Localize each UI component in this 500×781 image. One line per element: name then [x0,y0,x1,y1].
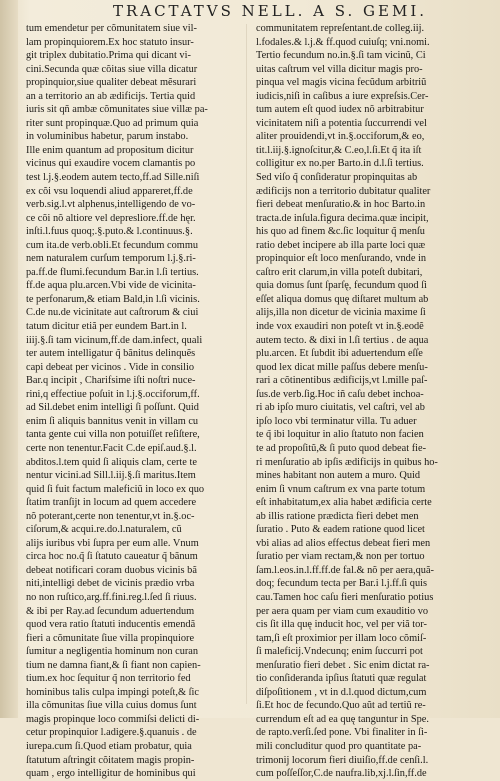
page-gutter-shadow [0,0,18,718]
right-column-text-line: trimonij locorum fieri diuiſio,ff.de cenſi.l. [256,754,429,766]
right-column-text-line: te ad propoſitũ,& ſi puto quod debeat fie- [256,442,427,454]
left-column-text-line: nem naturalem curſum temporum l.j.§.ri- [26,253,196,265]
right-column-text-line: uitas caſtrum vel villa dicitur magis pro- [256,63,423,75]
right-column-text-line: tum autem eſt quod iudex nõ arbitrabitur [256,104,424,116]
right-column-text-line: doq; fecundum tecta per Bar.i l.j.ff.ſi quis [256,578,428,590]
right-column-text-line: aliter prouidendi,vt in.§.occiforum,& eo, [256,131,425,143]
left-column-text-line: ter autem intelligatur q̃ bãnitus delinquẽs [26,348,196,360]
left-column-text-line: pa.ff.de flumi.fecundum Bar.in l.ſi tertius. [26,266,199,278]
left-column-text-line: cum ita.de verb.obli.Et fecundum commu [26,239,199,251]
right-column-text-line: mili concluditur quod pro quantitate pa- [256,740,422,752]
right-column-text-line: alijs,illa non dicetur de vicinia maxime ſi [256,307,426,319]
left-column-text-line: ſtatim tranſijt in locum ad quem accedere [26,497,197,509]
left-column-text-line: nentur vicini.ad Sill.l.iij.§.ſi maritus.Item [26,470,196,482]
left-column-text-line: iuris sit qñ ambæ cõmunitates siue villæ pa- [26,104,208,116]
left-column-text-line: certe non tenentur.Facit C.de epiſ.aud.§.l. [26,442,197,454]
left-column-text-line: illa cõmunitas ſiue villa cuius domus ſunt [26,700,197,712]
left-column-text-line: abditos.l.tem quid ſi aliquis clam, certe te [26,456,197,468]
right-column-text-line: tio conſideranda ipſius ſtatuti quæ regulat [256,673,427,685]
left-column-text-line: hominibus talis culpa impingi poteſt,& ſic [26,686,199,698]
left-column-text-line: C.de nu.de vicinitate aut caſtrorum & ciui [26,307,199,319]
right-column-text-line: per aera quam per viam cum exauditio vo [256,605,429,617]
right-column-text-line: quia domus ſunt ſparſę, fecundum quod ſi [256,280,427,292]
right-column-text-line: ab illis ratione prædicta fieri debet men [256,510,419,522]
right-column-text-line: inde vox exaudiri non poteſt vt in.§.eodẽ [256,321,424,333]
left-column-text-line: quid ſi fuit factum maleficiũ in loco ex quo [26,483,205,495]
left-column-text-line: iiij.§.ſi tam vicinum,ff.de dam.infect, quali [26,334,203,346]
left-text-column [26,22,240,781]
right-column-text-line: eſt inhabitatum,ex alia habet ædificia certe [256,497,432,509]
right-column-text-line: communitatem repreſentant.de colleg.iij. [256,23,425,34]
right-column-text-line: fieri debeat menſuratio.& in hoc Barto.in [256,199,426,211]
left-column-text-line: vicinus qui exaudire vocem clamantis po [26,158,196,170]
right-column-text-line: eſſet aliqua domus quę diſtaret multum ab [256,293,429,305]
left-column-text-line: rini,q effectiue poſuit in l.j.§.occiforum,ff. [26,388,200,400]
left-column-text-line: capi debeat per vicinos . Vide in consilio [26,361,195,373]
left-column-text-line: tanta gente cui villa non potuiſſet reſiſtere, [26,429,200,441]
running-header: TRACTATVS NELL. A S. GEMI. [112,2,428,20]
left-column-text-line: niti,intelligi debet de vicinis prædio vrba [26,578,195,590]
right-column-text-line: ædificijs non a territorio dubitatur qualiter [256,185,431,197]
right-column-text-line: te q̃ ibi loquitur in alio ſtatuto non facien [256,429,424,441]
left-column-text-line: Ille enim quantum ad propositum dicitur [26,144,194,156]
left-column-text-line: alijs iuribus vbi ſupra per eum alle. Vnum [26,537,199,549]
right-column-text-line: cis ſit illa quę inducit hoc, vel per viã tor- [256,619,427,631]
right-column-text-line: Tertio fecundum no.in.§.ſi tam vicinũ, Ci [256,50,426,62]
left-column-text-line: tium.ex hoc ſequitur q̃ non territorio fed [26,673,191,685]
right-column-text-line: ri menſuratio ab ipſis ædificijs in quibus ho- [256,456,438,468]
right-column-text-line: ſus.de verb.ſig.Hoc iñ caſu debet inchoa- [256,388,424,400]
left-column-text-line: lam propinquiorem.Ex hoc statuto insur- [26,36,194,48]
right-column-text-line: ſuratio . Puto & eadem ratione quod licet [256,524,425,536]
left-column-text-line: cini.Secunda quæ cõitas siue villa dicatur [26,63,198,75]
right-column-text-line: colligitur ex no.per Barto.in d.l.ſi tertius. [256,158,424,170]
right-column-text-line: autem tecto. & dixi in l.ſi tertius . de aqua [256,334,429,346]
left-column-text-line: no non ruſtico,arg.ff.fini.reg.l.ſed ſi riuus. [26,591,197,603]
left-column-text-line: iurepa.cum ſi.Quod etiam probatur, quia [26,740,192,752]
right-column-text-line: rari a cõtinentibus ædificijs,vt l.mille paſ- [256,375,428,387]
left-column-text-line: inſti.l.fuus quoq;.§.puto.& l.continuus.§. [26,226,193,238]
right-column-text-line: vbi alias ad alios effectus debeat fieri men [256,537,431,549]
right-column-text-line: quod lex dicat mille paſſus debere menſu- [256,361,428,373]
right-column-text-line: enim ſi vnum caſtrum ex vna parte totum [256,483,426,495]
right-column-text-line: his quo ad finem &c.ſic loquitur q̃ menſu [256,226,425,238]
right-column-text-line: ipſo loco vbi terminatur villa. Tu aduer [256,415,417,427]
right-column-text-line: iudicis,niſi in caſibus a iure expreſsis.Cer- [256,90,429,102]
left-column-text-line: git triplex dubitatio.Prima qui dicant vi- [26,50,191,62]
left-column-text-line: & ibi per Ray.ad ſecundum aduertendum [26,605,195,617]
right-column-text-line: pinqua vel magis vicina fecũdum arbitriũ [256,77,427,89]
left-column-text-line: an a territorio an ab ædificijs. Tertia quid [26,90,196,102]
right-column-text-line: diſpoſitionem , vt in d.l.quod dictum,cum [256,686,427,698]
left-column-text-line: circa hoc no.q̃ ſi ſtatuto caueatur q̃ bãnum [26,551,198,563]
right-column-text-line: Sed viſo q̃ conſideratur propinquitas ab [256,172,418,184]
left-column-text-line: ce cõi nõ altiore vel depresliore.ff.de hęr. [26,212,196,224]
left-column-text-line: cetur propinquior l.adigere.§.quanuis . de [26,727,197,739]
left-column-text-line: tatum dicitur etiã per eundem Bart.in l. [26,321,187,333]
right-column-text-line: de rapto.verſi.ſed pone. Vbi finaliter in ſi- [256,727,428,739]
right-column-text-line: menſuratio fieri debet . Sic enim dictat ra- [256,659,430,671]
left-column-text-line: magis propinque loco commiſsi delicti di- [26,713,200,725]
right-column-text-line: tam,ſi eſt proximior per illam loco cõmiſ- [256,632,427,644]
right-column-text-line: tit.l.iij.§.ignoſcitur,& C.eo,l.ſi.Et q̃ ita iſt [256,144,422,156]
right-column-text-line: ſam.l.eos.in.l.ff.ff.de fal.& nõ per aera,quã- [256,564,434,576]
left-column-text-line: debeat notificari coram duobus vicinis bã [26,564,197,576]
right-column-text-line: currendum eſt ad ea quę tanguntur in Spe. [256,713,429,725]
right-column-text-line: ratio debet incipere ab illa parte loci quæ [256,239,426,251]
left-column-text-line: ad Sil.debet enim intelligi ſi poſſunt. Quid [26,402,199,414]
left-column-text-line: Bar.q incipit , Charifsime iſti noſtri nuce- [26,375,196,387]
column-divider [246,24,247,704]
right-column-text-line: plu.arcen. Et ſubdit ibi aduertendum eſſe [256,348,423,360]
right-column-text-line: cau.Tamen hoc caſu fieri menſuratio potius [256,591,434,603]
right-column-text-line: cum poſſeſſor,C.de naufra.lib,xj.l.ſin,ff.de [256,768,427,780]
left-column-text-line: test l.j.§.eodem autem tecto,ff.ad Sille.niſi [26,172,200,184]
left-column-text-line: te perfonarum,& etiam Bald,in l.ſi vicinis. [26,293,200,305]
right-column-text-line: ſuratio per viam rectam,& non per tortuo [256,551,425,563]
left-column-text-line: verb.sig.l.vt alphenus,intelligendo de vo- [26,199,196,211]
left-column-text-line: ciſorum,& acqui.re.do.l.naturalem, cũ [26,524,182,536]
left-column-text-line: riter sunt propinquæ.Quo ad primum quia [26,117,199,129]
left-column-text-line: ſumitur a negligentia hominum non curan [26,646,199,658]
left-column-text-line: ex cõi vsu loquendi aliud appareret,ff.de [26,185,193,197]
left-column-text-line: tum emendetur per cõmunitatem siue vil- [26,23,197,34]
left-column-text-line: quod vera ratio ſtatuti inducentis emendã [26,619,196,631]
left-column-text-line: in voluminibus habetur, parum instabo. [26,131,189,143]
left-column-text-line: fieri a cõmunitate ſiue villa propinquiore [26,632,195,644]
right-column-text-line: ſi.Et hoc de fecundo.Quo aũt ad tertiũ re- [256,700,426,712]
left-column-text-line: ſtatutum aſtringit cõitatem magis propin- [26,754,195,766]
right-column-text-line: ri ab ipſo muro ciuitatis, vel caſtri, vel ab [256,402,425,414]
left-column-text-line: tium ne damna fiant,& ſi fiant non capien- [26,659,201,671]
right-column-text-line: tracta.de inſula.figura decima.quæ incipit, [256,212,429,224]
left-column-text-line: quam , ergo intelligitur de hominibus qui [26,768,196,780]
right-column-text-line: caſtro erit clarum,in villa poteſt dubitari, [256,266,423,278]
right-column-text-line: ſi maleficij.Vndecunq; enim ſuccurri pot [256,646,423,658]
left-column-text-line: ff.de aqua plu.arcen.Vbi vide de vicinita- [26,280,196,292]
right-text-column [256,22,484,781]
right-column-text-line: mines habitant non autem a muro. Quid [256,470,421,482]
right-column-text-line: l.fodales.& l.j.& ff.quod cuiuſq; vni.nomi. [256,36,430,48]
left-column-text-line: enim ſi aliquis bannitus venit in villam cu [26,415,199,427]
left-column-text-line: propinquior,siue qualiter debeat mẽsurari [26,77,197,89]
right-column-text-line: propinquior eſt loco menſurando, vnde in [256,253,427,265]
left-column-text-line: nõ poterant,certe non tenentur,vt in.§.oc- [26,510,195,522]
right-column-text-line: vicinitatem niſi a potentia ſuccurrendi vel [256,117,427,129]
